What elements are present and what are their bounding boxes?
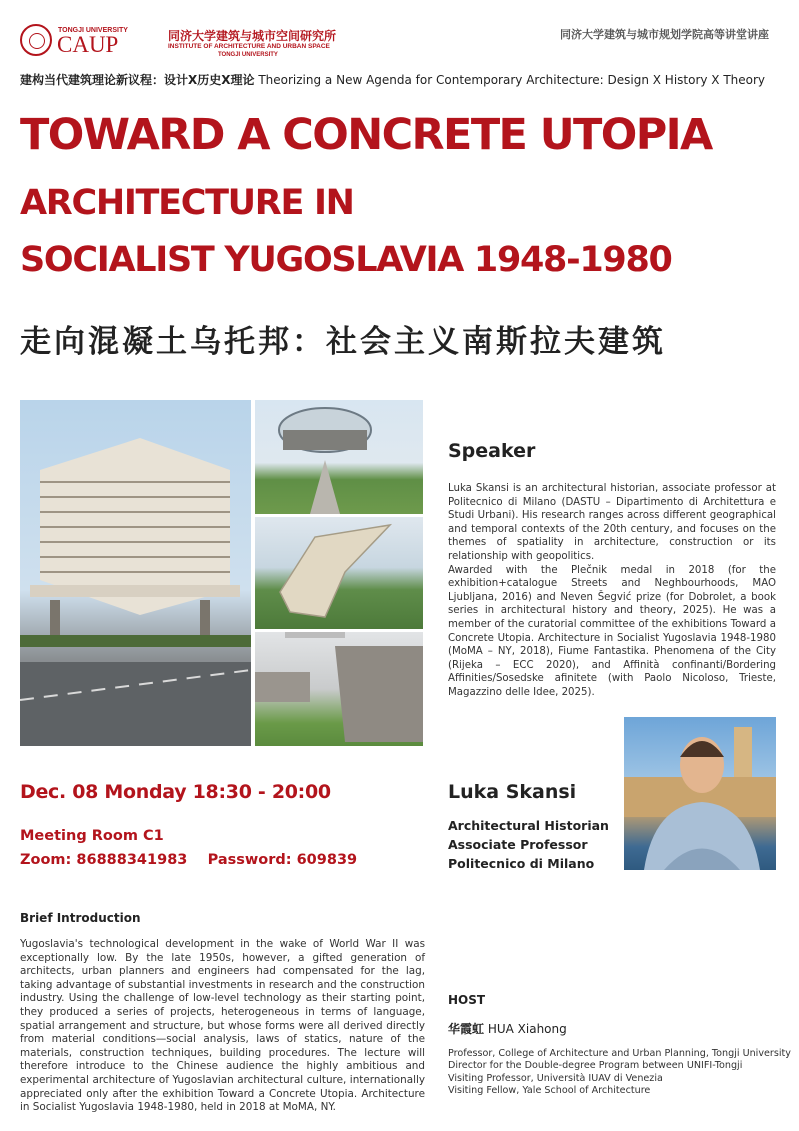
speaker-roles [448,816,609,873]
title-line-2: ARCHITECTURE IN [20,183,354,223]
institute-name-en: INSTITUTE OF ARCHITECTURE AND URBAN SPACE [168,43,330,50]
speaker-heading: Speaker [448,440,536,462]
speaker-bio-paragraph: Awarded with the Plečnik medal in 2018 (for the exhibition+catalogue Streets and Neghbourhoods, MAO Ljubljana, 2016) and Neven Šegvić prize (for Dobrolet, a book series in architectural history and theory, 2025). He was a member of the curatorial committee of the exhibitions Toward a Concrete Utopia. Architecture in Socialist Yugoslavia 1948-1980 (MoMA – NY, 2018), Fiume Fantastika. Phenomena of the City (Rijeka – ECC 2020), and Affinità confinanti/Bordering Affinities/Sosedske afinitete (with Paolo Nicoloso, Trieste, Magazzino delle Idee, 2025). [448,564,776,698]
host-role: Visiting Professor, Università IUAV di Venezia [448,1072,663,1084]
institute-name-cn: 同济大学建筑与城市空间研究所 [168,29,337,43]
brief-heading: Brief Introduction [20,911,141,925]
host-heading: HOST [448,993,486,1007]
photo-spherical-building [255,400,423,514]
institute-university-en: TONGJI UNIVERSITY [218,52,278,58]
zoom-info [20,852,357,868]
meeting-room: Meeting Room C1 [20,828,164,844]
photo-concrete-monument [255,517,423,629]
speaker-bio [448,482,776,700]
title-line-1: TOWARD A CONCRETE UTOPIA [20,110,712,160]
host-role: Visiting Fellow, Yale School of Architecture [448,1085,651,1097]
agenda-cn: 建构当代建筑理论新议程：设计X历史X理论 [20,73,255,87]
zoom-id: Zoom: 86888341983 [20,852,188,868]
speaker-portrait [624,717,776,870]
title-line-3: SOCIALIST YUGOSLAVIA 1948-1980 [20,240,672,280]
speaker-role: Politecnico di Milano [448,856,595,871]
host-name-en: HUA Xiahong [484,1022,567,1036]
host-name-cn: 华霞虹 [448,1022,485,1036]
host-roles [448,1048,791,1098]
agenda-en: Theorizing a New Agenda for Contemporary Architecture: Design X History X Theory [254,73,766,87]
speaker-bio-paragraph: Luka Skansi is an architectural historian, associate professor at Politecnico di Milano (DASTU – Dipartimento di Architettura e Studi Urbani). His research ranges across different geographical and temporal contexts of the 20th century, and focuses on the themes of spatiality in architecture, construction or its relationship with geopolitics. [448,483,776,562]
agenda-line [20,71,765,88]
logo-university-text: TONGJI UNIVERSITY [58,27,128,34]
host-role: Professor, College of Architecture and Urban Planning, Tongji University [448,1048,791,1059]
photo-memorial-walls [255,632,423,746]
title-cn: 走向混凝土乌托邦：社会主义南斯拉夫建筑 [20,324,666,360]
speaker-role: Architectural Historian [448,818,609,833]
zoom-password: Password: 609839 [207,852,358,868]
brief-text: Yugoslavia's technological development in the wake of World War II was exceptionally low. By the late 1950s, however, a gifted generation of architects, urban planners and engineers had compensated for the lag, taking advantage of substantial investments in research and the construction industry. Using the challenge of low-level technology as their starting point, they produced a series of projects, heterogeneous in terms of language, spatial arrangement and structure, but whose forms were all derived directly from material conditions—social analysis, laws of statics, nature of the materials, construction techniques, building procedures. The lecture will therefore introduce to the Chinese audience the highly ambitious and experimental architecture of Yugoslavian architectural culture, internationally appreciated only after the exhibition Toward a Concrete Utopia. Architecture in Socialist Yugoslavia 1948-1980, held in 2018 at MoMA, NY. [20,938,425,1114]
university-seal-icon [20,24,52,56]
photo-apartment-building [20,400,251,746]
logo-caup: CAUP [57,32,119,57]
event-date-time: Dec. 08 Monday 18:30 - 20:00 [20,781,331,803]
speaker-name: Luka Skansi [448,781,577,803]
speaker-role: Associate Professor [448,837,588,852]
lecture-series-cn: 同济大学建筑与城市规划学院高等讲堂讲座 [560,28,769,41]
host-name [448,1020,567,1037]
host-role: Director for the Double-degree Program between UNIFI-Tongji [448,1060,743,1072]
